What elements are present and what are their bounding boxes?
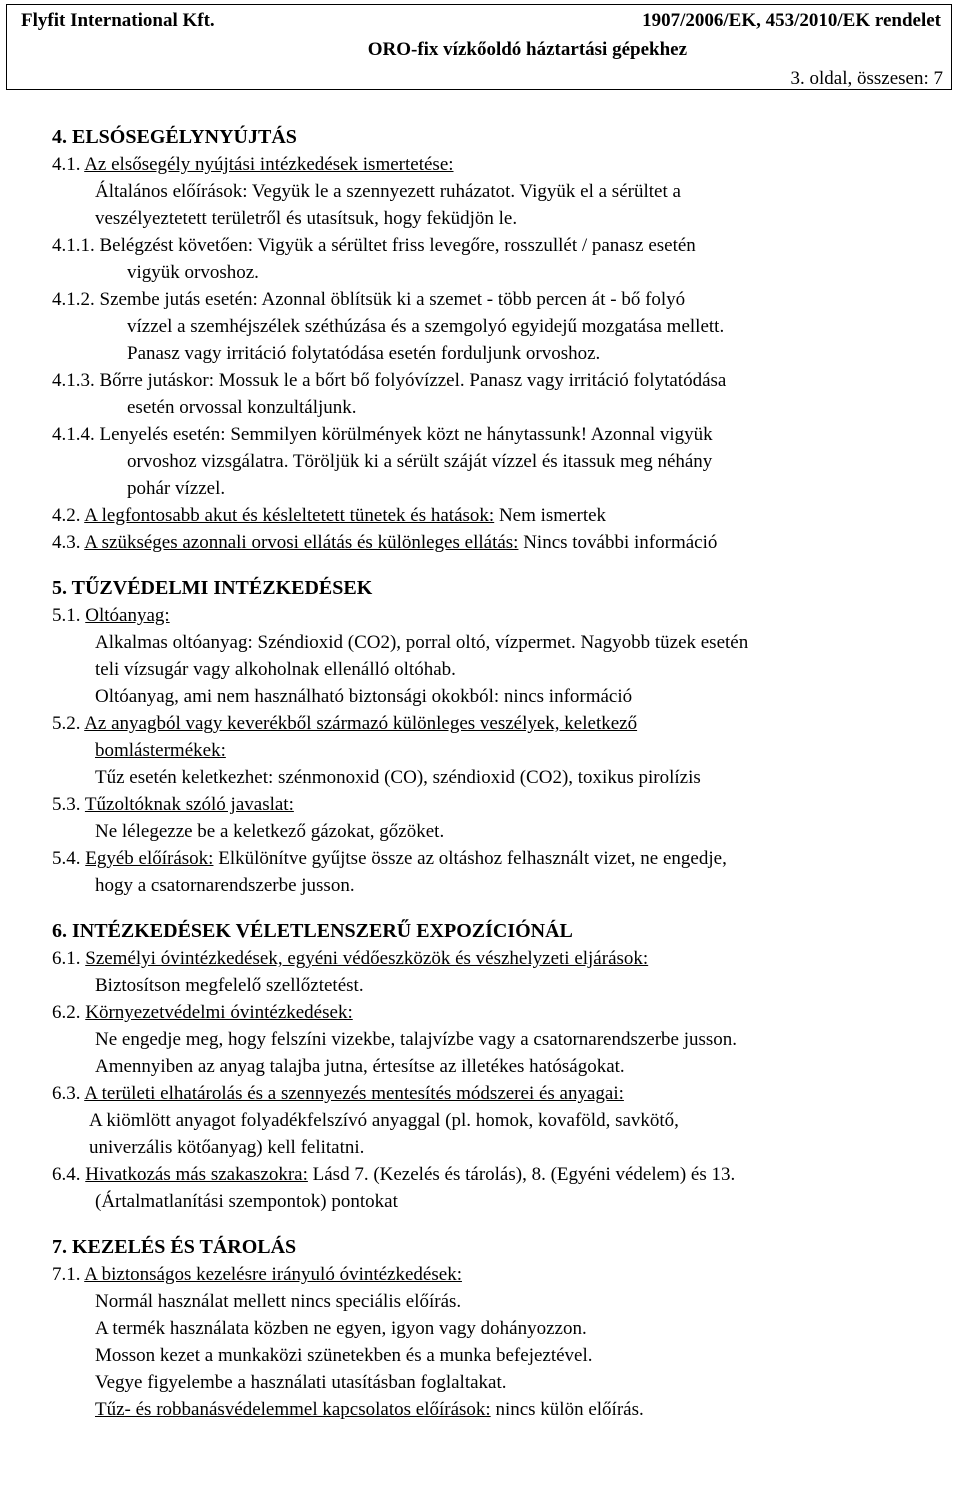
text-line: 4.1.3. Bőrre jutáskor: Mossuk le a bőrt bő folyóvízzel. Panasz vagy irritáció folytatódása [52, 370, 727, 391]
subsection-4-1-title: Az elsősegély nyújtási intézkedések ismertetése: [84, 154, 454, 175]
subsection-7-1: 7.1. A biztonságos kezelésre irányuló óvintézkedések: [52, 1264, 462, 1285]
subsection-4-1: 4.1. Az elsősegély nyújtási intézkedések ismertetése: [52, 154, 454, 175]
text-line: Panasz vagy irritáció folytatódása esetén forduljunk orvoshoz. [127, 343, 601, 364]
text-line: Normál használat mellett nincs speciális előírás. [95, 1291, 462, 1312]
subsection-5-4: 5.4. Egyéb előírások: Elkülönítve gyűjtse össze az oltáshoz felhasznált vizet, ne engedje, [52, 848, 727, 869]
document-header [6, 4, 952, 90]
subsection-5-3: 5.3. Tűzoltóknak szóló javaslat: [52, 794, 294, 815]
text-line: Oltóanyag, ami nem használható biztonsági okokból: nincs információ [95, 686, 633, 707]
subsection-6-2: 6.2. Környezetvédelmi óvintézkedések: [52, 1002, 353, 1023]
section-4-title: 4. ELSÓSEGÉLYNYÚJTÁS [52, 126, 297, 148]
section-7-title: 7. KEZELÉS ÉS TÁROLÁS [52, 1236, 297, 1258]
page-indicator: 3. oldal, összesen: 7 [790, 68, 943, 89]
text-line: 4.1.4. Lenyelés esetén: Semmilyen körülmények közt ne hánytassunk! Azonnal vigyük [52, 424, 713, 445]
subsection-5-2: 5.2. Az anyagból vagy keverékből származó különleges veszélyek, keletkező [52, 713, 638, 734]
text-line: Ne lélegezze be a keletkező gázokat, gőzöket. [95, 821, 445, 842]
text-line: A termék használata közben ne egyen, igyon vagy dohányozzon. [95, 1318, 587, 1339]
text-line: 4.1.2. Szembe jutás esetén: Azonnal öblítsük ki a szemet - több percen át - bő folyó [52, 289, 686, 310]
subsection-5-1: 5.1. Oltóanyag: [52, 605, 170, 626]
text-line: 4.1.1. Belégzést követően: Vigyük a sérültet friss levegőre, rosszullét / panasz esetén [52, 235, 696, 256]
product-name: ORO-fix vízkőoldó háztartási gépekhez [367, 39, 687, 60]
text-line: A kiömlött anyagot folyadékfelszívó anyaggal (pl. homok, kovaföld, savkötő, [89, 1110, 679, 1131]
section-5-title: 5. TŰZVÉDELMI INTÉZKEDÉSEK [52, 577, 373, 599]
text-line: vízzel a szemhéjszélek széthúzása és a szemgolyó egyidejű mozgatása mellett. [127, 316, 725, 337]
text-line: Mosson kezet a munkaközi szünetekben és a munka befejeztével. [95, 1345, 593, 1366]
text-line: Vegye figyelembe a használati utasításban foglaltakat. [95, 1372, 507, 1393]
subsection-4-2: 4.2. A legfontosabb akut és késleltetett tünetek és hatások: Nem ismertek [52, 505, 607, 526]
subsection-6-1: 6.1. Személyi óvintézkedések, egyéni védőeszközök és vészhelyzeti eljárások: [52, 948, 649, 969]
text-line: Amennyiben az anyag talajba jutna, értesítse az illetékes hatóságokat. [95, 1056, 625, 1077]
text-line: vigyük orvoshoz. [127, 262, 259, 283]
text-line: Tűz esetén keletkezhet: szénmonoxid (CO), széndioxid (CO2), toxikus pirolízis [95, 767, 701, 788]
text-line: (Ártalmatlanítási szempontok) pontokat [95, 1191, 398, 1212]
text-line: pohár vízzel. [127, 478, 226, 499]
text-line: esetén orvossal konzultáljunk. [127, 397, 357, 418]
text-line: orvoshoz vizsgálatra. Töröljük ki a sérült száját vízzel és itassuk meg néhány [127, 451, 713, 472]
text-line: bomlástermékek: [95, 740, 226, 761]
text-line: Általános előírások: Vegyük le a szennyezett ruházatot. Vigyük el a sérültet a [95, 181, 681, 202]
subsection-4-3: 4.3. A szükséges azonnali orvosi ellátás és különleges ellátás: Nincs további információ [52, 532, 718, 553]
text-line: Ne engedje meg, hogy felszíni vizekbe, talajvízbe vagy a csatornarendszerbe jusson. [95, 1029, 738, 1050]
text-line: veszélyeztetett területről és utasítsuk, hogy feküdjön le. [95, 208, 518, 229]
text-line: Tűz- és robbanásvédelemmel kapcsolatos előírások: nincs külön előírás. [95, 1399, 644, 1420]
section-6-title: 6. INTÉZKEDÉSEK VÉLETLENSZERŰ EXPOZÍCIÓNÁL [52, 920, 573, 942]
text-line: univerzális kötőanyag) kell felitatni. [89, 1137, 365, 1158]
text-line: Biztosítson megfelelő szellőztetést. [95, 975, 364, 996]
regulation-reference: 1907/2006/EK, 453/2010/EK rendelet [642, 10, 941, 31]
company-name: Flyfit International Kft. [21, 10, 215, 31]
text-line: teli vízsugár vagy alkoholnak ellenálló oltóhab. [95, 659, 456, 680]
subsection-6-4: 6.4. Hivatkozás más szakaszokra: Lásd 7. (Kezelés és tárolás), 8. (Egyéni védelem) és 13. [52, 1164, 736, 1185]
text-line: Alkalmas oltóanyag: Széndioxid (CO2), porral oltó, vízpermet. Nagyobb tüzek esetén [95, 632, 749, 653]
document-body [52, 124, 952, 1423]
text-line: hogy a csatornarendszerbe jusson. [95, 875, 355, 896]
subsection-6-3: 6.3. A területi elhatárolás és a szennyezés mentesítés módszerei és anyagai: [52, 1083, 624, 1104]
